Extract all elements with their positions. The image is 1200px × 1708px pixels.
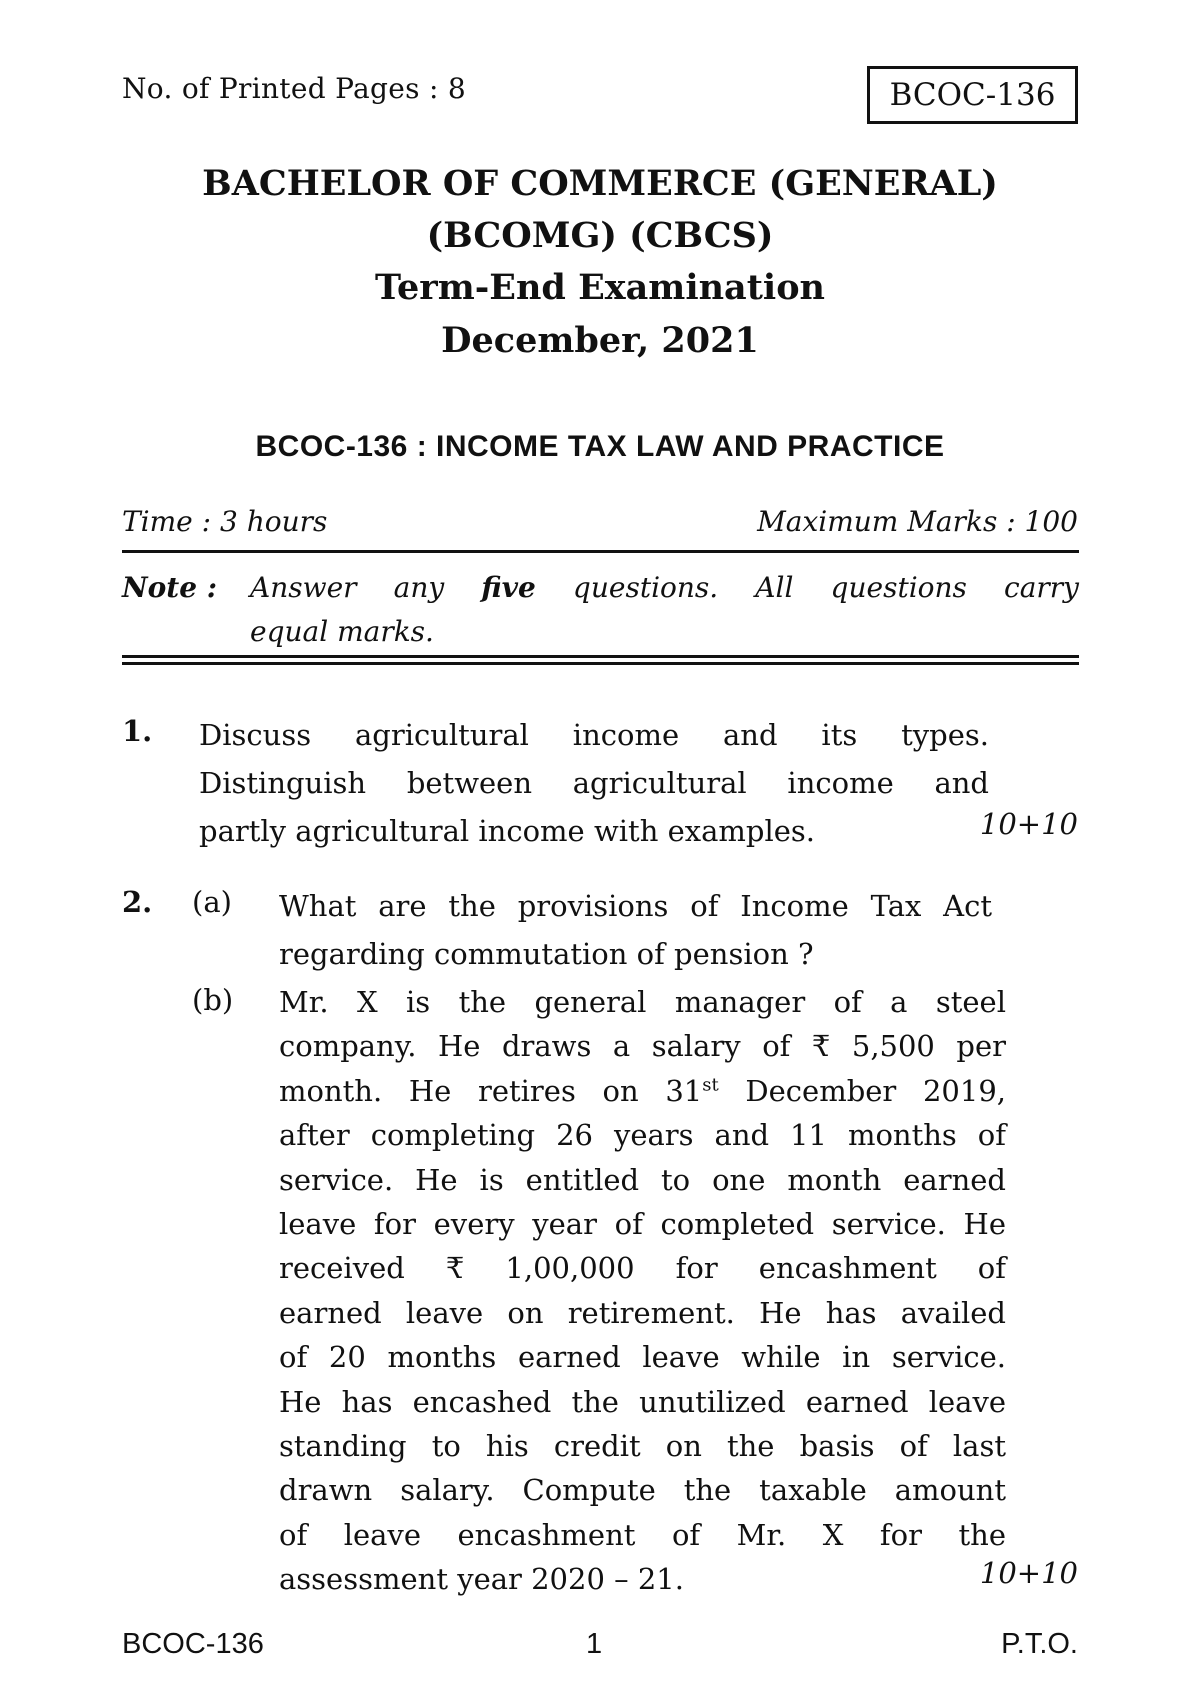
question-line: What are the provisions of Income Tax Act [279, 889, 992, 923]
question-line: earned leave on retirement. He has availed [279, 1295, 1006, 1330]
question-2b-text [279, 980, 1006, 1602]
question-line: received ₹ 1,00,000 for encashment of [279, 1251, 1006, 1286]
question-number: 1. [122, 714, 153, 748]
page-number: 1 [586, 1628, 603, 1660]
question-line: Discuss agricultural income and its types. [199, 718, 989, 752]
note-label: Note : [122, 571, 218, 604]
question-line [279, 1069, 1006, 1113]
programme-title: BACHELOR OF COMMERCE (GENERAL) [202, 163, 998, 204]
question-line: He has encashed the unutilized earned leave [279, 1384, 1006, 1419]
question-number: 2. [122, 885, 153, 919]
note-text [250, 566, 1079, 610]
note-text-after: questions. All questions carry [572, 571, 1079, 604]
question-line: of leave encashment of Mr. X for the [279, 1517, 1006, 1552]
maximum-marks: Maximum Marks : 100 [757, 505, 1078, 538]
question-line: Distinguish between agricultural income and [199, 766, 989, 800]
part-label: (a) [192, 885, 232, 919]
question-line: Mr. X is the general manager of a steel [279, 985, 1006, 1019]
question-line-part: December 2019, [718, 1073, 1006, 1108]
question-line: partly agricultural income with examples. [199, 814, 815, 848]
question-2a-text [279, 882, 992, 978]
question-line: leave for every year of completed service. He [279, 1207, 1006, 1242]
question-line: service. He is entitled to one month earned [279, 1162, 1006, 1197]
exam-date: December, 2021 [441, 320, 759, 361]
double-divider-top [122, 655, 1079, 658]
question-line: company. He draws a salary of ₹ 5,500 per [279, 1029, 1006, 1064]
double-divider-bottom [122, 662, 1079, 665]
printed-pages-count: No. of Printed Pages : 8 [122, 72, 467, 105]
exam-title: Term-End Examination [374, 267, 825, 308]
question-marks: 10+10 [979, 1556, 1078, 1590]
question-line: of 20 months earned leave while in service. [279, 1340, 1006, 1375]
part-label: (b) [192, 983, 234, 1017]
question-line: regarding commutation of pension ? [279, 937, 814, 971]
question-line: drawn salary. Compute the taxable amount [279, 1473, 1006, 1508]
question-line: assessment year 2020 – 21. [279, 1562, 684, 1597]
note-text-line2: equal marks. [250, 615, 434, 648]
paper-code-box: BCOC-136 [867, 66, 1078, 124]
question-1-text [199, 711, 989, 855]
please-turn-over: P.T.O. [1001, 1628, 1078, 1660]
question-line: standing to his credit on the basis of last [279, 1429, 1006, 1464]
footer-paper-code: BCOC-136 [122, 1628, 264, 1660]
programme-code: (BCOMG) (CBCS) [426, 215, 774, 256]
note-text-bold: five [481, 571, 536, 604]
note-text-before: Answer any [250, 571, 445, 604]
question-marks: 10+10 [979, 807, 1078, 841]
exam-time: Time : 3 hours [122, 505, 328, 538]
question-line-part: month. He retires on 31 [279, 1073, 703, 1108]
question-line: after completing 26 years and 11 months of [279, 1118, 1006, 1153]
ordinal-suffix: st [702, 1074, 719, 1096]
subject-title: BCOC-136 : INCOME TAX LAW AND PRACTICE [255, 430, 945, 463]
divider [122, 550, 1079, 553]
